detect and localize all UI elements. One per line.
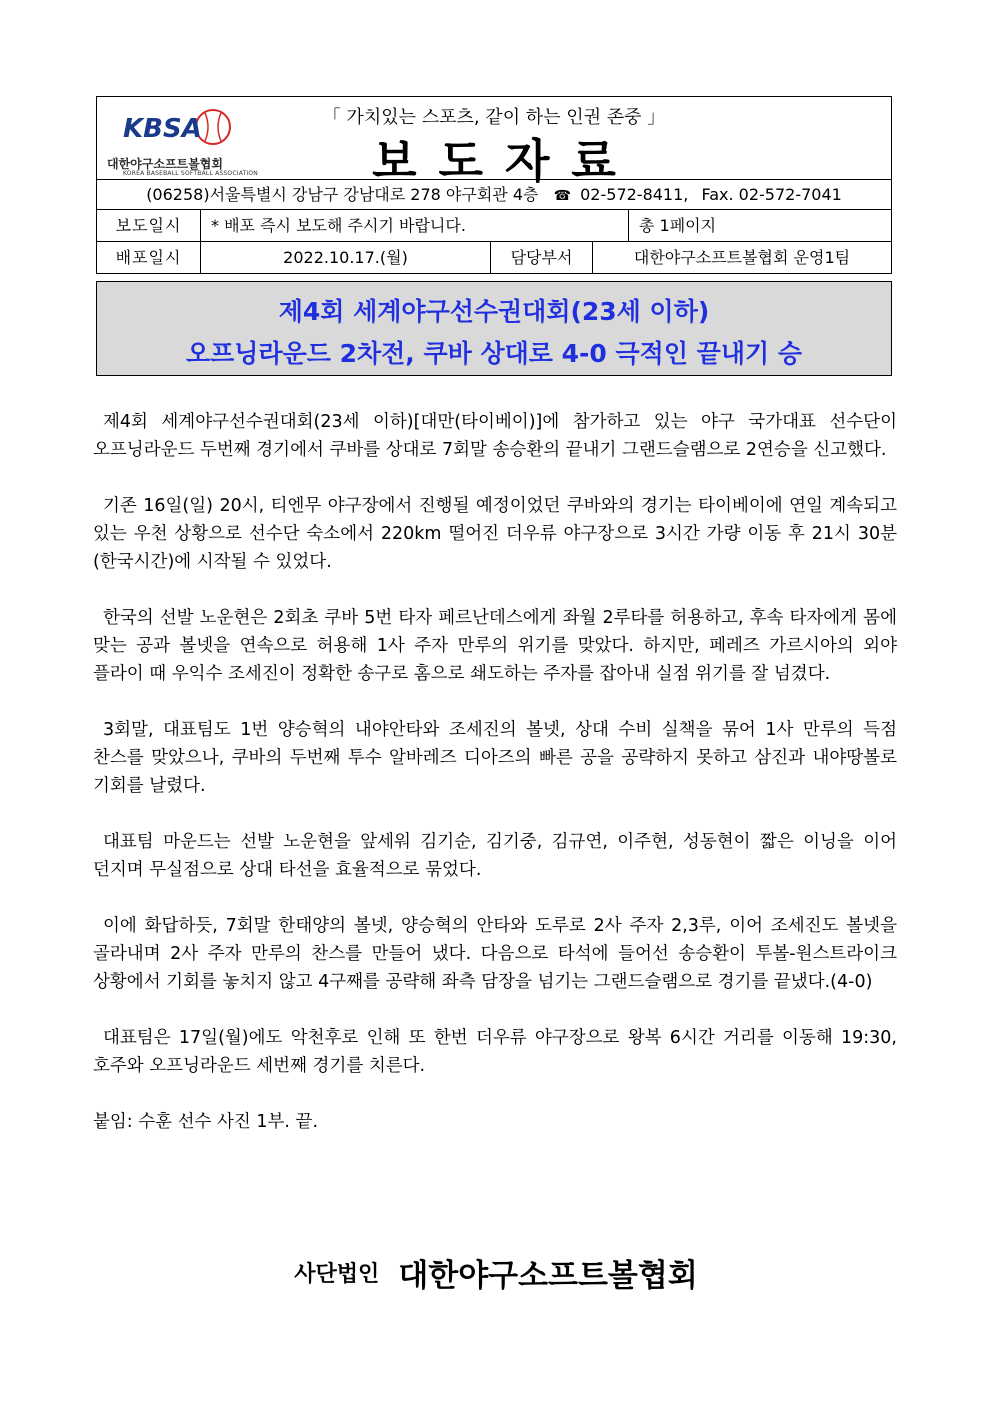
dept-label: 담당부서 [491,242,593,273]
distribute-row [97,241,891,273]
paragraph-5: 대표팀 마운드는 선발 노운현을 앞세워 김기순, 김기중, 김규연, 이주현, 성동현이 짧은 이닝을 이어 던지며 무실점으로 상대 타선을 효율적으로 묶었다. [93,832,897,880]
dept: 대한야구소프트볼협회 운영1팀 [633,248,851,267]
phone: 02-572-8411, [580,185,689,204]
header-top-row [97,97,891,188]
article-body [93,408,897,1164]
press-header-table [96,96,892,274]
release-label: 보도일시 [97,210,201,241]
org-type: 사단법인 [294,1262,380,1287]
headline-box [96,281,892,376]
paragraph-2: 기존 16일(일) 20시, 티엔무 야구장에서 진행될 예정이었던 쿠바와의 경기는 타이베이에 연일 계속되고 있는 우천 상황으로 선수단 숙소에서 220km 떨어진 더우류 야구장으로 3시간 가량 이동 후 21시 30분(한국시간)에 시작될 수 있었다. [93,496,897,572]
attachment-note: 붙임: 수훈 선수 사진 1부. 끝. [93,1112,319,1132]
phone-icon: ☎ [553,188,572,204]
logo-subtitle: 대한야구소프트볼협회 [107,157,223,171]
paragraph-6: 이에 화답하듯, 7회말 한태양의 볼넷, 양승혁의 안타와 도루로 2사 주자 2,3루, 이어 조세진도 볼넷을 골라내며 2사 주자 만루의 찬스를 만들어 냈다. 다음으로 타석에 들어선 송승환이 투볼-원스트라이크 상황에서 기회를 놓치지 않고 4구째를 공략해 좌측 담장을 넘기는 그랜드슬램으로 경기를 끝냈다.(4-0) [93,916,897,992]
org-name: 대한야구소프트볼협회 [398,1258,698,1294]
headline-line1: 제4회 세계야구선수권대회(23세 이하) [278,297,710,326]
release-note: * 배포 즉시 보도해 주시기 바랍니다. [201,210,629,241]
logo-text: KBSA [123,114,202,144]
fax: Fax. 02-572-7041 [701,185,842,204]
distribute-label: 배포일시 [97,242,201,273]
distribute-date: 2022.10.17.(월) [201,242,491,273]
address: (06258)서울특별시 강남구 강남대로 278 야구회관 4층 [146,185,539,204]
release-row [97,210,891,241]
paragraph-4: 3회말, 대표팀도 1번 양승혁의 내야안타와 조세진의 볼넷, 상대 수비 실책을 묶어 1사 만루의 득점 찬스를 맞았으나, 쿠바의 두번째 투수 알바레즈 디아즈의 빠른 공을 공략하지 못하고 삼진과 내야땅볼로 기회를 날렸다. [93,720,897,796]
paragraph-1: 제4회 세계야구선수권대회(23세 이하)[대만(타이베이)]에 참가하고 있는 야구 국가대표 선수단이 오프닝라운드 두번째 경기에서 쿠바를 상대로 7회말 송승환의 끝내기 그랜드슬램으로 2연승을 신고했다. [93,412,897,460]
headline-line2: 오프닝라운드 2차전, 쿠바 상대로 4-0 극적인 끝내기 승 [186,339,802,368]
footer-signature [0,1250,992,1295]
logo-subtitle-en: KOREA BASEBALL SOFTBALL ASSOCIATION [123,170,258,177]
slogan: 「 가치있는 스포츠, 같이 하는 인권 존중 」 [322,107,666,128]
paragraph-3: 한국의 선발 노운현은 2회초 쿠바 5번 타자 페르난데스에게 좌월 2루타를 허용하고, 후속 타자에게 몸에 맞는 공과 볼넷을 연속으로 허용해 1사 주자 만루의 위기를 맞았다. 하지만, 페레즈 가르시아의 외야 플라이 때 우익수 조세진이 정확한 송구로 홈으로 쇄도하는 주자를 잡아내 실점 위기를 잘 넘겼다. [93,608,897,684]
paragraph-7: 대표팀은 17일(월)에도 악천후로 인해 또 한번 더우류 야구장으로 왕복 6시간 거리를 이동해 19:30, 호주와 오프닝라운드 세번째 경기를 치른다. [93,1028,897,1076]
page-count: 총 1페이지 [639,216,717,235]
press-title: 보도자료 [372,134,638,188]
